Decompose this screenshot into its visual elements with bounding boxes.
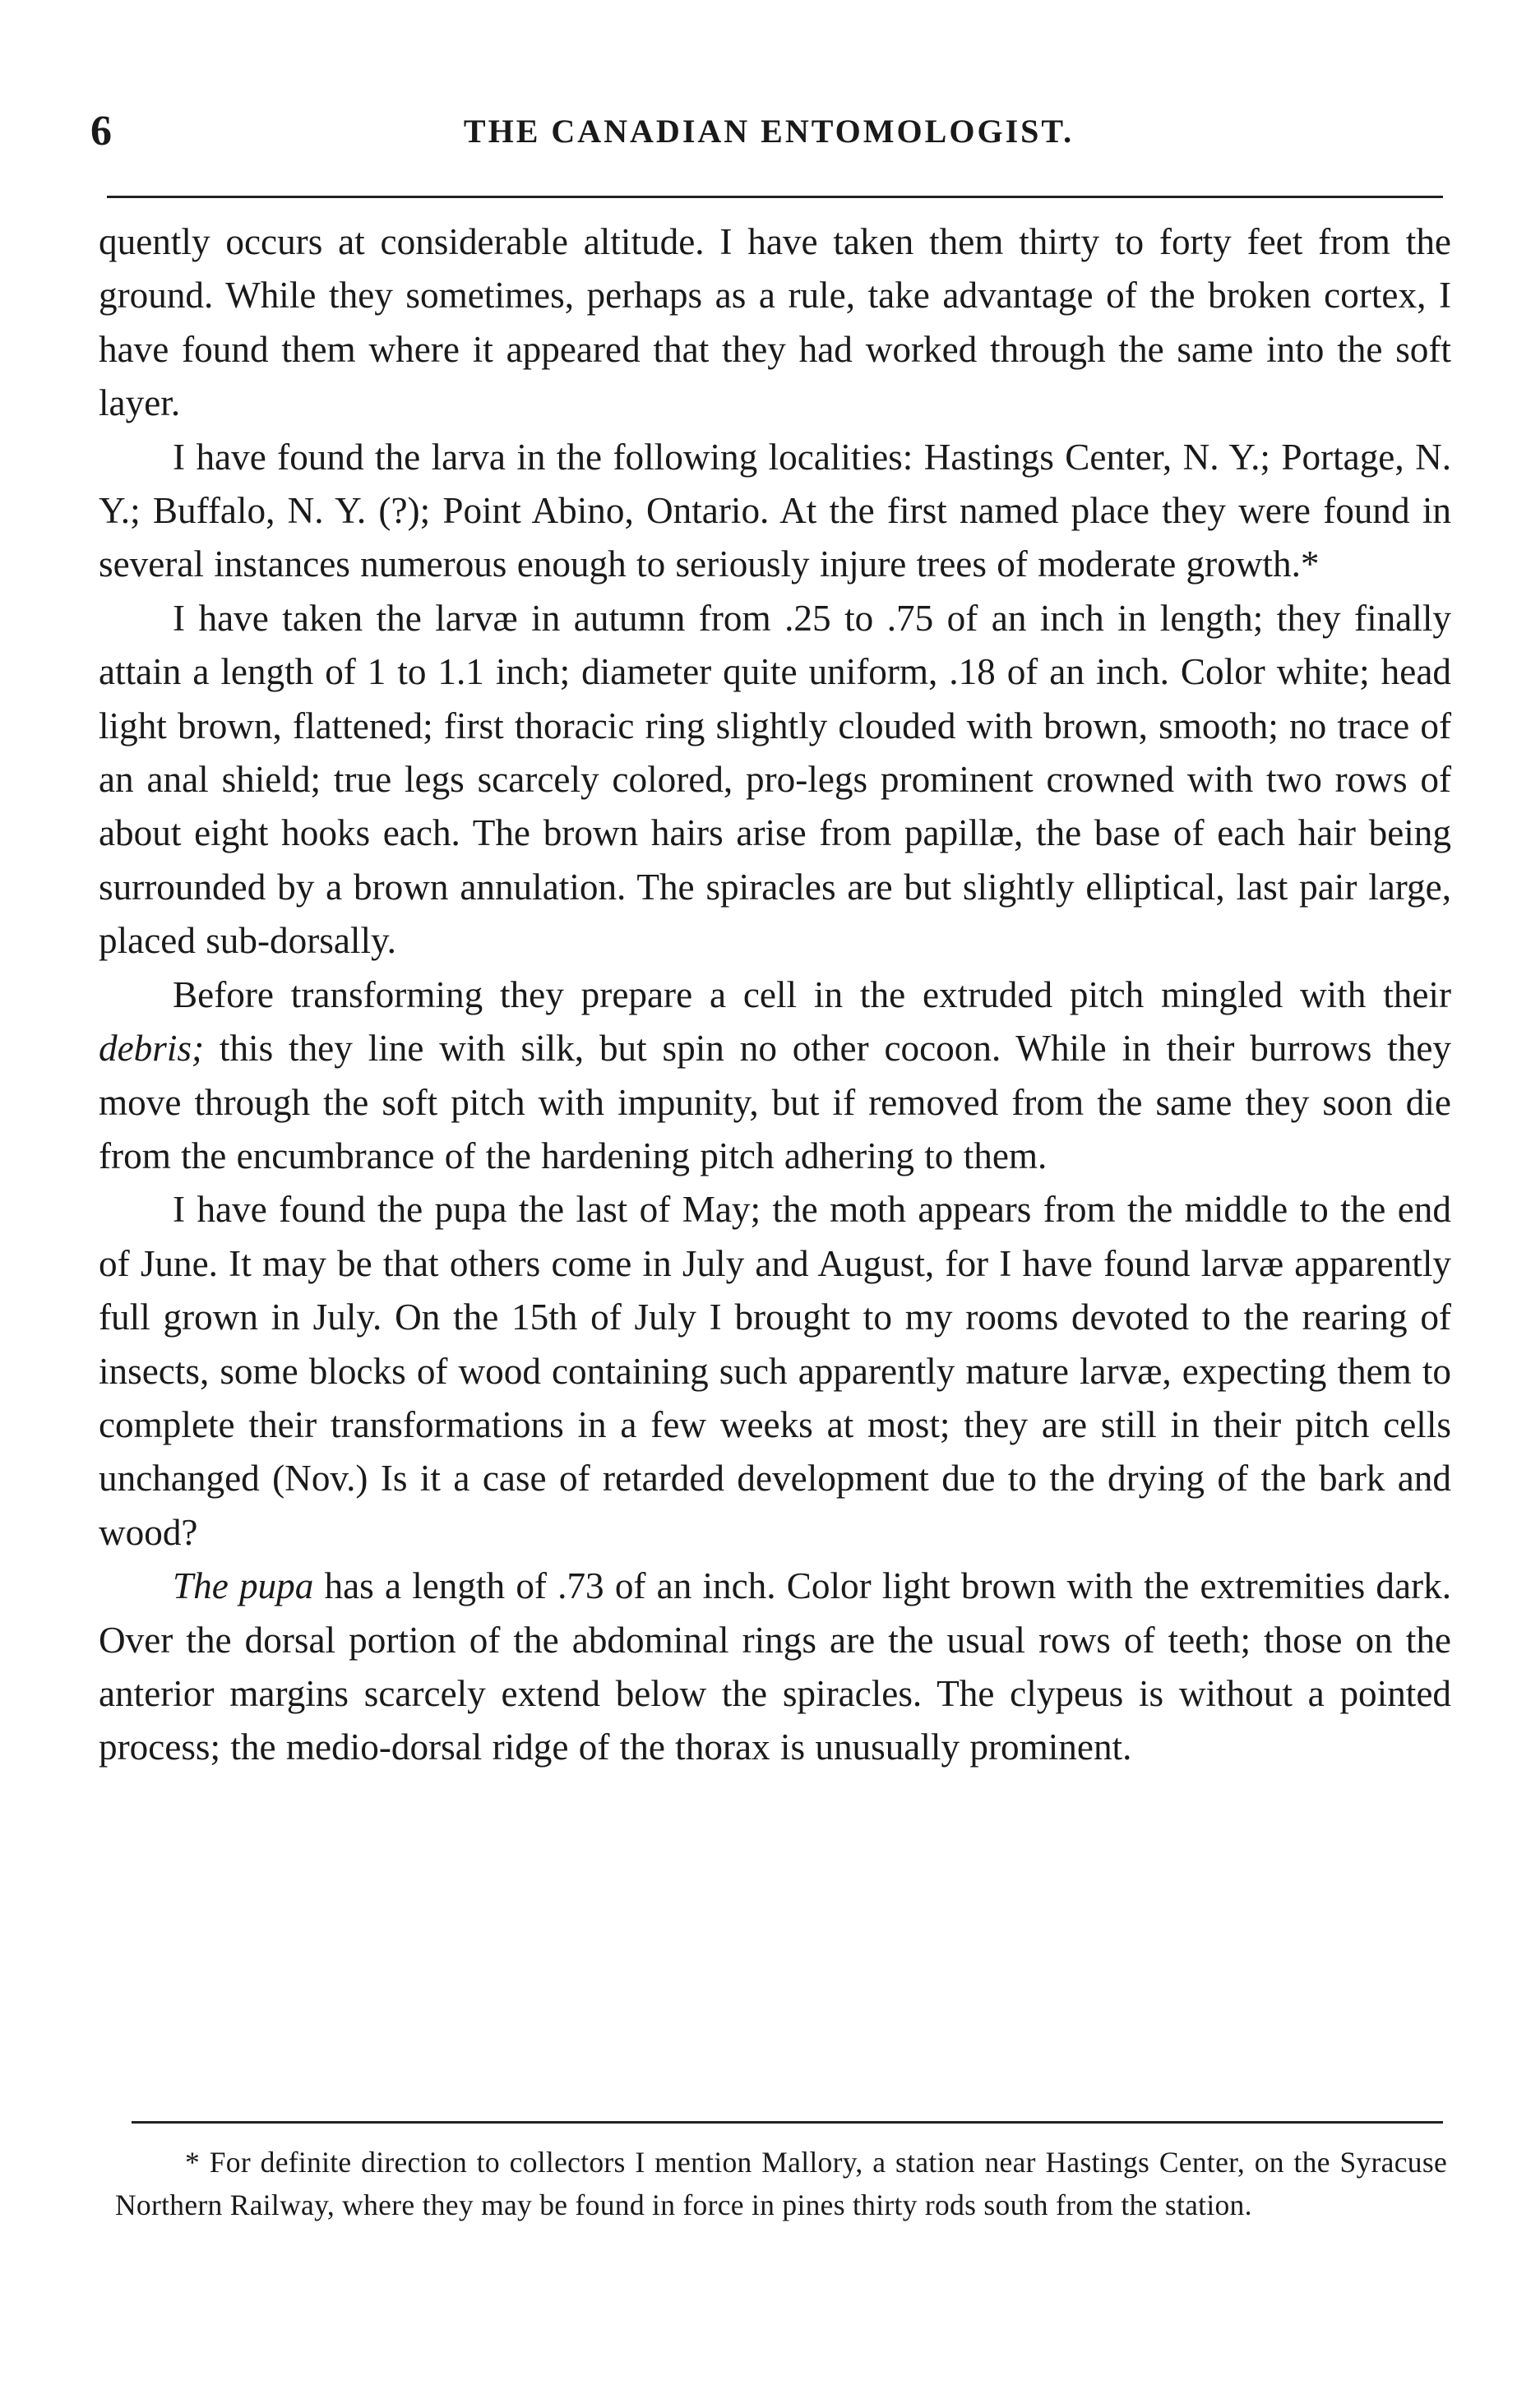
- header-rule: [107, 196, 1443, 198]
- paragraph-6: [99, 1560, 1451, 1775]
- paragraph-6-italic: The pupa: [173, 1565, 314, 1607]
- paragraph-2: I have found the larva in the following localities: Hastings Center, N. Y.; Portage, N. Y.; Buffalo, N. Y. (?); Point Abino, Ontario. At the first named place they were found in several instances numerous enough to seriously injure trees of moderate growth.*: [99, 436, 1451, 585]
- footnote: [115, 2141, 1447, 2226]
- body-text: [99, 215, 1451, 1775]
- paragraph-4: [99, 968, 1451, 1184]
- paragraph-4-end: this they line with silk, but spin no other cocoon. While in their burrows they move through the soft pitch with impunity, but if removed from the same they soon die from the encumbrance of the hardening pitch adhering to them.: [99, 1028, 1451, 1176]
- page-header: [90, 107, 1447, 164]
- running-title: THE CANADIAN ENTOMOLOGIST.: [463, 113, 1075, 150]
- footnote-rule: [132, 2121, 1443, 2124]
- page-number: 6: [90, 108, 112, 155]
- paragraph-5: I have found the pupa the last of May; the moth appears from the middle to the end of June. It may be that others come in July and August, for I have found larvæ apparently full grown in July. On the 15th of July I brought to my rooms devoted to the rearing of insects, some blocks of wood containing such apparently mature larvæ, expecting them to complete their transformations in a few weeks at most; they are still in their pitch cells unchanged (Nov.) Is it a case of retarded development due to the drying of the bark and wood?: [99, 1189, 1451, 1553]
- paragraph-4-italic: debris;: [99, 1028, 205, 1070]
- paragraph-1: quently occurs at considerable altitude. I have taken them thirty to forty feet from the ground. While they sometimes, perhaps as a rule, take advantage of the broken cortex, I have found them where it appeared that they had worked through the same into the soft layer.: [99, 221, 1451, 424]
- paragraph-3: I have taken the larvæ in autumn from .25 to .75 of an inch in length; they finally attain a length of 1 to 1.1 inch; diameter quite uniform, .18 of an inch. Color white; head light brown, flattened; first thoracic ring slightly clouded with brown, smooth; no trace of an anal shield; true legs scarcely colored, pro-legs prominent crowned with two rows of about eight hooks each. The brown hairs arise from papillæ, the base of each hair being surrounded by a brown annulation. The spiracles are but slightly elliptical, last pair large, placed sub-dorsally.: [99, 597, 1451, 962]
- paragraph-4-start: Before transforming they prepare a cell in the extruded pitch mingled with their: [173, 973, 1451, 1015]
- paragraph-6-end: has a length of .73 of an inch. Color light brown with the extremities dark. Over the dorsal portion of the abdominal rings are the usual rows of teeth; those on the anterior margins scarcely extend below the spiracles. The clypeus is without a pointed process; the medio-dorsal ridge of the thorax is unusually prominent.: [99, 1565, 1451, 1768]
- footnote-text: * For definite direction to collectors I mention Mallory, a station near Hastings Center, on the Syracuse Northern Railway, where they may be found in force in pines thirty rods south from the station.: [115, 2146, 1447, 2221]
